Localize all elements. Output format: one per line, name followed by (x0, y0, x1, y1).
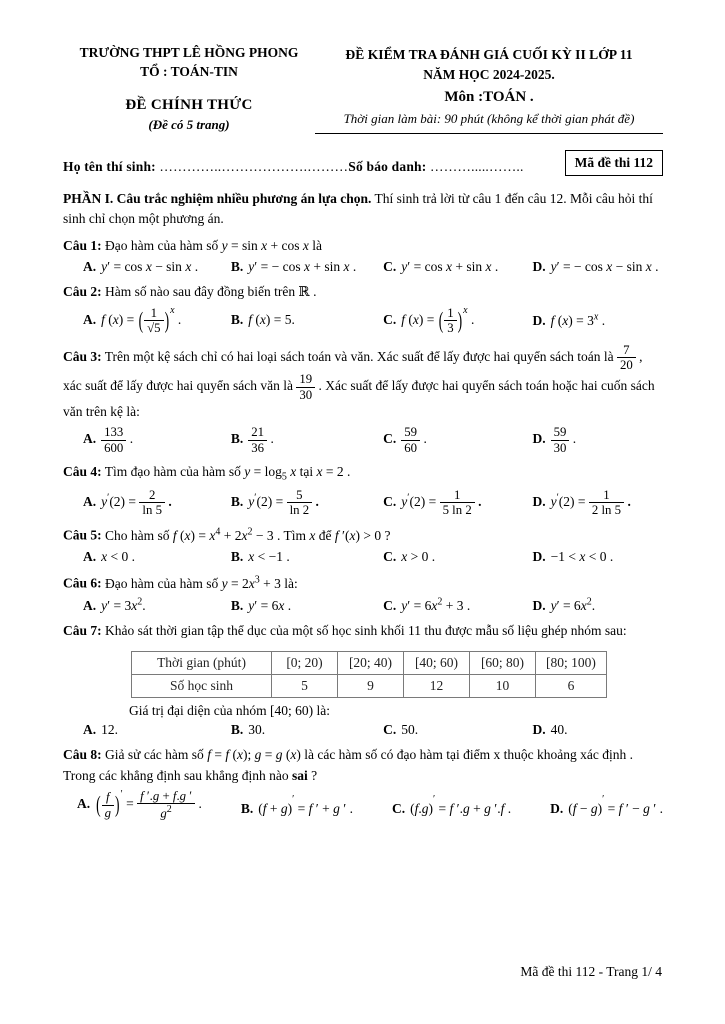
option (231, 312, 383, 328)
option-content: y′ = cos x + sin x . (401, 258, 499, 274)
option-content: f (x) = 5. (248, 312, 295, 328)
option (83, 549, 231, 565)
option-content: 50. (401, 721, 419, 737)
option (383, 259, 532, 275)
frequency-table (131, 651, 607, 698)
option-content: y′ = − cos x − sin x . (550, 258, 659, 274)
student-id-label: Số báo danh: (348, 159, 431, 175)
table-cell: Số học sinh (132, 674, 272, 697)
option (383, 549, 532, 565)
option-content: ( $\frac{f}{g}$ )′ = $\frac{f '.g + f.g '}{g^2}$ . (96, 789, 202, 821)
option (241, 794, 353, 817)
question-options (63, 597, 663, 615)
student-name-label: Họ tên thí sinh: (63, 159, 160, 175)
option-label: C. (383, 549, 397, 565)
part1-heading (63, 189, 663, 228)
question-list (63, 236, 663, 821)
option-label: B. (230, 258, 244, 274)
option-content: y′ = 6x . (248, 597, 292, 613)
school-name: TRƯỜNG THPT LÊ HỒNG PHONG (79, 45, 299, 60)
option (231, 259, 383, 275)
question (63, 282, 663, 336)
option-label: D. (532, 721, 546, 737)
question-stem-text: Khảo sát thời gian tập thể dục của một số học sinh khối 11 thu được mẫu số liệu ghép nhóm sau: (105, 623, 627, 639)
option-content: y′(2) = $\frac{1}{5 \ln 2}$ . (401, 487, 482, 517)
option-content: $\frac{59}{30}$ . (551, 431, 577, 446)
table-cell: 9 (338, 674, 404, 697)
option-label: C. (383, 312, 397, 327)
option-label: B. (230, 721, 244, 737)
header-school-block (63, 44, 315, 134)
option-label: D. (532, 493, 546, 509)
exam-code: Mã đề thi 112 (574, 155, 653, 171)
option-content: x < 0 . (101, 549, 135, 565)
option (532, 488, 663, 518)
option (383, 722, 532, 738)
question-label: Câu 3: (63, 348, 102, 364)
option (83, 305, 231, 336)
option (383, 488, 532, 518)
question-stem-text: Tìm đạo hàm của hàm số $y = \log_5 x$ tại x = 2 . (104, 463, 351, 483)
question-label: Câu 4: (63, 463, 102, 479)
question-stem-text: Trên một kệ sách chỉ có hai loại sách toán và văn. Xác suất để lấy được hai quyển sách toán là $\frac{7}{20}$ , xác suất để lấy được hai quyển sách văn là $\frac{19}{30}$ . Xác suất để lấy được hai quyển sách toán hoặc hai cuốn sách văn trên kệ là: (63, 342, 655, 420)
student-name-dots: …………..……………….……… (159, 159, 349, 175)
question-stem (63, 572, 663, 594)
question-stem (63, 236, 663, 256)
option (231, 549, 383, 565)
question (63, 236, 663, 275)
question (63, 524, 663, 565)
option-content: x < −1 . (248, 549, 290, 565)
question-label: Câu 6: (63, 575, 102, 591)
option (383, 425, 532, 455)
table-cell: 5 (272, 674, 338, 697)
question (63, 462, 663, 517)
question-stem (63, 282, 663, 302)
option-label: D. (532, 598, 546, 614)
option-label: A. (83, 431, 97, 447)
exam-duration: Thời gian làm bài: 90 phút (không kể thời gian phát đề) (343, 111, 635, 127)
question-stem (63, 524, 663, 546)
option (83, 425, 231, 455)
option (532, 722, 663, 738)
student-info-row (63, 155, 663, 176)
question-label: Câu 1: (63, 237, 102, 253)
question-label: Câu 7: (63, 623, 102, 639)
option-label: A. (77, 796, 91, 812)
table-cell: [40; 60) (404, 651, 470, 674)
option-label: A. (83, 549, 97, 565)
option-content: y′(2) = $\frac{1}{2 \ln 5}$ . (550, 487, 631, 517)
option-label: C. (383, 598, 397, 614)
option-label: A. (83, 598, 97, 614)
option-content: $\frac{133}{600}$ . (101, 431, 133, 446)
option-content: f $(x) = 3^x$ . (550, 311, 606, 329)
option-content: y′ = − cos x + sin x . (248, 258, 357, 274)
option-content: y′(2) = $\frac{5}{\ln 2}$ . (248, 487, 319, 517)
option-label: C. (383, 431, 397, 447)
question-options (63, 305, 663, 336)
question-stem-text: Đạo hàm của hàm số y = sin x + cos x là (105, 237, 322, 253)
option-label: A. (83, 721, 97, 737)
option (383, 305, 532, 336)
option (550, 794, 663, 817)
student-line (63, 159, 524, 175)
question-label: Câu 2: (63, 283, 102, 299)
question-options (63, 259, 663, 275)
option-label: C. (383, 721, 397, 737)
question-stem-text: Hàm số nào sau đây đồng biến trên ℝ . (105, 283, 317, 299)
option-content: f (x) = ( $\frac{1}{√5}$ )$^x$ . (101, 305, 182, 336)
page-footer: Mã đề thi 112 - Trang 1/ 4 (520, 964, 662, 979)
option (532, 425, 663, 455)
question (63, 572, 663, 614)
option (83, 259, 231, 275)
question-options (63, 425, 663, 455)
option-label: C. (383, 258, 397, 274)
option-content: 40. (550, 721, 568, 737)
option-content: $y' = 6x^2$. (550, 596, 596, 614)
question-stem-text: Giả sử các hàm số f = f (x); g = g (x) là các hàm số có đạo hàm tại điểm x thuộc khoảng xác định . (105, 746, 633, 762)
question-stem2: Trong các khẳng định sau khẳng định nào sai ? (63, 767, 318, 783)
option (383, 597, 532, 615)
exam-header (63, 44, 663, 134)
exam-code-box (565, 150, 663, 176)
table-cell: 12 (404, 674, 470, 697)
question-stem-text: Cho hàm số f $(x) = x^4 + 2x^2 - 3$ . Tìm x để f ′(x) > 0 ? (105, 526, 391, 543)
option-label: A. (83, 258, 97, 274)
table-cell: 6 (536, 674, 607, 697)
question-label: Câu 5: (63, 527, 102, 543)
question-stem-text: Đạo hàm của hàm số $y = 2x^3 + 3$ là: (105, 574, 298, 591)
question-stem (63, 343, 663, 423)
table-cell: 10 (470, 674, 536, 697)
option-content: $y' = 3x^2$. (101, 596, 146, 614)
header-exam-block (315, 44, 663, 134)
question-note: Giá trị đại diện của nhóm [40; 60) là: (129, 702, 330, 718)
exam-title: ĐỀ KIỂM TRA ĐÁNH GIÁ CUỐI KỲ II LỚP 11 (345, 47, 633, 62)
option-content: (f + g)′ = f ′ + g ′ . (258, 793, 353, 816)
question-stem (63, 462, 663, 485)
exam-type-label: ĐỀ CHÍNH THỨC (125, 96, 253, 113)
option (231, 488, 383, 518)
table-row (132, 674, 607, 697)
department-name: TỔ : TOÁN-TIN (140, 63, 238, 79)
option (392, 794, 511, 817)
table-cell: Thời gian (phút) (132, 651, 272, 674)
table-cell: [20; 40) (338, 651, 404, 674)
school-year: NĂM HỌC 2024-2025. (423, 67, 555, 83)
part1-heading-bold: PHẦN I. Câu trắc nghiệm nhiều phương án lựa chọn. (63, 191, 372, 207)
table-row (132, 651, 607, 674)
question-options (63, 789, 663, 821)
option-label: B. (230, 549, 244, 565)
option-label: D. (550, 800, 564, 816)
table-cell: [60; 80) (470, 651, 536, 674)
option-content: (f − g)′ = f ′ − g ′ . (568, 793, 663, 816)
option-label: C. (391, 800, 406, 816)
option-content: $y' = 6x^2 + 3$ . (401, 596, 471, 614)
question (63, 745, 663, 821)
option-content: y′ = cos x − sin x . (101, 258, 199, 274)
option-content: y′(2) = $\frac{2}{\ln 5}$ . (101, 487, 172, 517)
option-label: B. (230, 597, 244, 613)
option-content: 30. (248, 721, 266, 737)
option-content: f (x) = ( $\frac{1}{3}$ )$^x$ . (401, 305, 475, 336)
option-label: B. (230, 312, 244, 328)
option-label: A. (83, 493, 97, 509)
option-content: −1 < x < 0 . (550, 549, 614, 565)
option (532, 312, 663, 330)
option (231, 598, 383, 614)
option-content: $\frac{21}{36}$ . (248, 431, 274, 446)
question (63, 343, 663, 455)
table-cell: [0; 20) (272, 651, 338, 674)
pages-note: (Đề có 5 trang) (148, 116, 230, 132)
table-cell: [80; 100) (536, 651, 607, 674)
option (532, 259, 663, 275)
option-content: $\frac{59}{60}$ . (401, 431, 427, 446)
question-options (63, 549, 663, 565)
option-content: (f.g)′ = f ′.g + g ′.f . (410, 793, 512, 816)
option-label: B. (240, 800, 254, 816)
option (231, 425, 383, 455)
student-id-dots: ……….....…….. (430, 159, 524, 175)
question-stem (63, 621, 663, 641)
option-label: D. (532, 313, 546, 329)
option-label: B. (230, 431, 244, 447)
option-label: C. (383, 493, 397, 509)
option (83, 597, 231, 615)
question-label: Câu 8: (63, 746, 102, 762)
option (532, 549, 663, 565)
option-content: x > 0 . (401, 549, 436, 565)
option (77, 789, 202, 821)
option (83, 488, 231, 518)
question-options (63, 488, 663, 518)
exam-subject: Môn :TOÁN . (444, 88, 534, 105)
option (83, 722, 231, 738)
option (532, 597, 663, 615)
option-label: D. (532, 549, 546, 565)
option-label: D. (532, 431, 546, 447)
question-options (63, 722, 663, 738)
option-label: D. (532, 258, 546, 274)
question-stem (63, 745, 663, 765)
option-label: A. (83, 312, 97, 327)
option-label: B. (230, 493, 244, 509)
option (231, 722, 383, 738)
part1-heading-rest: Thí sinh trả lời từ câu 1 đến câu 12. Mỗi câu hỏi thí sinh chỉ chọn một phương án. (63, 191, 653, 226)
option-content: 12. (101, 721, 118, 737)
question (63, 621, 663, 737)
